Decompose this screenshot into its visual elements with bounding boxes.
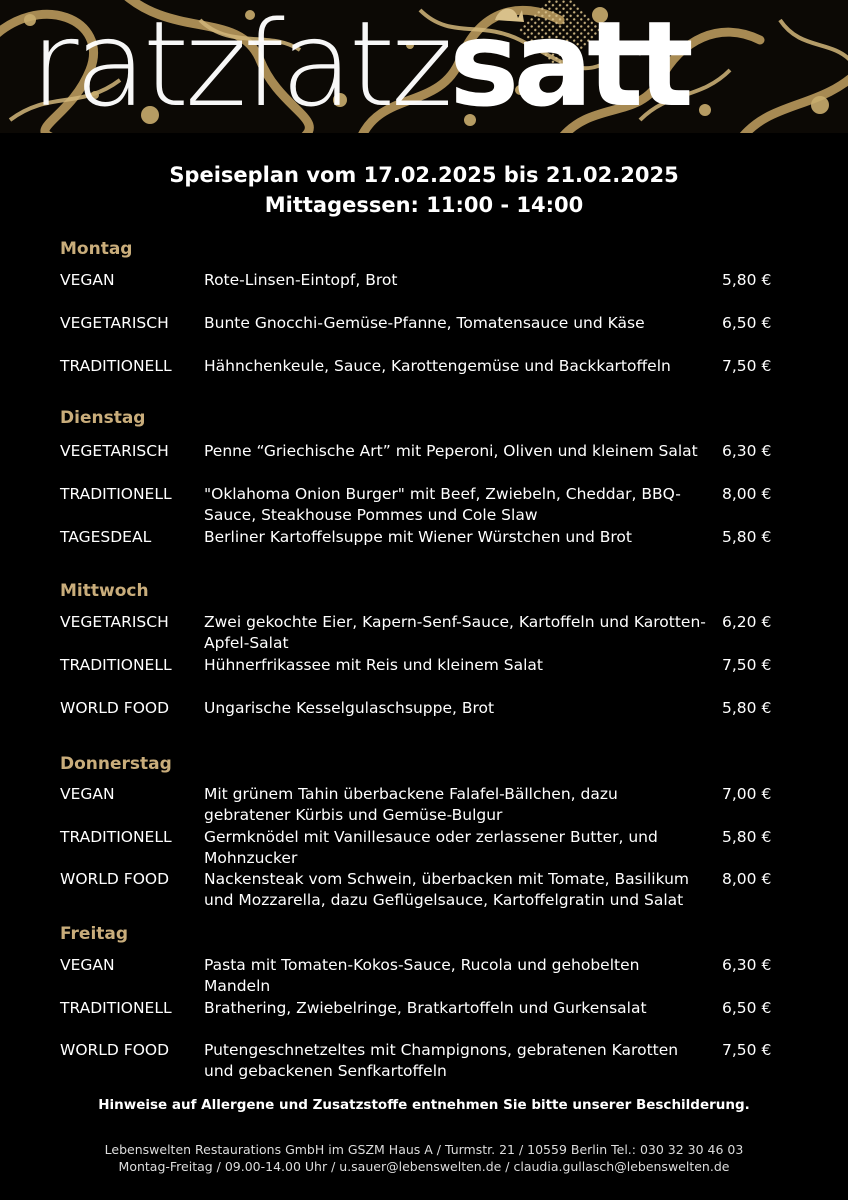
footer-contact: Montag-Freitag / 09.00-14.00 Uhr / u.sauer@lebenswelten.de / claudia.gullasch@lebenswelten.de <box>118 1159 730 1174</box>
menu-price: 5,80 € <box>722 271 772 289</box>
menu-category: WORLD FOOD <box>60 699 170 717</box>
menu-category: WORLD FOOD <box>60 870 170 888</box>
menu-dish: Ungarische Kesselgulaschsuppe, Brot <box>204 699 495 717</box>
menu-price: 7,50 € <box>722 1041 772 1059</box>
menu-price: 5,80 € <box>722 828 772 846</box>
menu-price: 6,30 € <box>722 442 772 460</box>
logo: ratzfatzsatt <box>30 0 688 133</box>
menu-price: 7,50 € <box>722 656 772 674</box>
menu-category: TRADITIONELL <box>60 357 172 375</box>
lunch-hours: Mittagessen: 11:00 - 14:00 <box>264 193 584 217</box>
header-banner <box>0 0 848 133</box>
menu-category: WORLD FOOD <box>60 1041 170 1059</box>
menu-category: VEGAN <box>60 785 115 803</box>
menu-price: 8,00 € <box>722 870 772 888</box>
menu-dish: Putengeschnetzeltes mit Champignons, gebratenen Karotten und gebackenen Senfkartoffeln <box>204 1041 679 1080</box>
menu-price: 6,20 € <box>722 613 772 631</box>
menu-dish: Zwei gekochte Eier, Kapern-Senf-Sauce, Kartoffeln und Karotten-Apfel-Salat <box>204 613 706 652</box>
menu-price: 5,80 € <box>722 699 772 717</box>
menu-category: VEGAN <box>60 956 115 974</box>
menu-price: 6,30 € <box>722 956 772 974</box>
menu-category: TRADITIONELL <box>60 656 172 674</box>
menu-category: TRADITIONELL <box>60 999 172 1017</box>
menu-dish: Penne “Griechische Art” mit Peperoni, Oliven und kleinem Salat <box>204 442 698 460</box>
menu-dish: "Oklahoma Onion Burger" mit Beef, Zwiebeln, Cheddar, BBQ-Sauce, Steakhouse Pommes und Cole Slaw <box>204 485 681 524</box>
menu-price: 5,80 € <box>722 528 772 546</box>
page-title: Speiseplan vom 17.02.2025 bis 21.02.2025 <box>169 163 679 187</box>
menu-dish: Nackensteak vom Schwein, überbacken mit Tomate, Basilikum und Mozzarella, dazu Geflügelsauce, Kartoffelgratin und Salat <box>204 870 690 909</box>
footer-address: Lebenswelten Restaurations GmbH im GSZM Haus A / Turmstr. 21 / 10559 Berlin Tel.: 030 32 30 46 03 <box>104 1142 744 1157</box>
menu-price: 8,00 € <box>722 485 772 503</box>
menu-category: VEGAN <box>60 271 115 289</box>
menu-dish: Hühnerfrikassee mit Reis und kleinem Salat <box>204 656 543 674</box>
menu-category: VEGETARISCH <box>60 442 169 460</box>
menu-category: TAGESDEAL <box>60 528 152 546</box>
allergen-note: Hinweise auf Allergene und Zusatzstoffe entnehmen Sie bitte unserer Beschilderung. <box>98 1097 750 1113</box>
day-heading-dienstag: Dienstag <box>60 408 146 428</box>
menu-price: 6,50 € <box>722 314 772 332</box>
menu-category: TRADITIONELL <box>60 485 172 503</box>
menu-category: VEGETARISCH <box>60 314 169 332</box>
menu-price: 7,50 € <box>722 357 772 375</box>
day-heading-mittwoch: Mittwoch <box>60 581 149 601</box>
menu-price: 6,50 € <box>722 999 772 1017</box>
day-heading-montag: Montag <box>60 239 133 259</box>
menu-dish: Rote-Linsen-Eintopf, Brot <box>204 271 398 289</box>
menu-dish: Hähnchenkeule, Sauce, Karottengemüse und Backkartoffeln <box>204 357 671 375</box>
menu-dish: Berliner Kartoffelsuppe mit Wiener Würstchen und Brot <box>204 528 632 546</box>
menu-category: VEGETARISCH <box>60 613 169 631</box>
day-heading-freitag: Freitag <box>60 924 129 944</box>
menu-dish: Pasta mit Tomaten-Kokos-Sauce, Rucola und gehobelten Mandeln <box>204 956 640 995</box>
day-heading-donnerstag: Donnerstag <box>60 754 172 774</box>
menu-category: TRADITIONELL <box>60 828 172 846</box>
menu-dish: Mit grünem Tahin überbackene Falafel-Bällchen, dazu gebratener Kürbis und Gemüse-Bulgur <box>204 785 618 824</box>
menu-dish: Germknödel mit Vanillesauce oder zerlassener Butter, und Mohnzucker <box>204 828 658 867</box>
menu-dish: Brathering, Zwiebelringe, Bratkartoffeln und Gurkensalat <box>204 999 647 1017</box>
menu-price: 7,00 € <box>722 785 772 803</box>
menu-dish: Bunte Gnocchi-Gemüse-Pfanne, Tomatensauce und Käse <box>204 314 645 332</box>
